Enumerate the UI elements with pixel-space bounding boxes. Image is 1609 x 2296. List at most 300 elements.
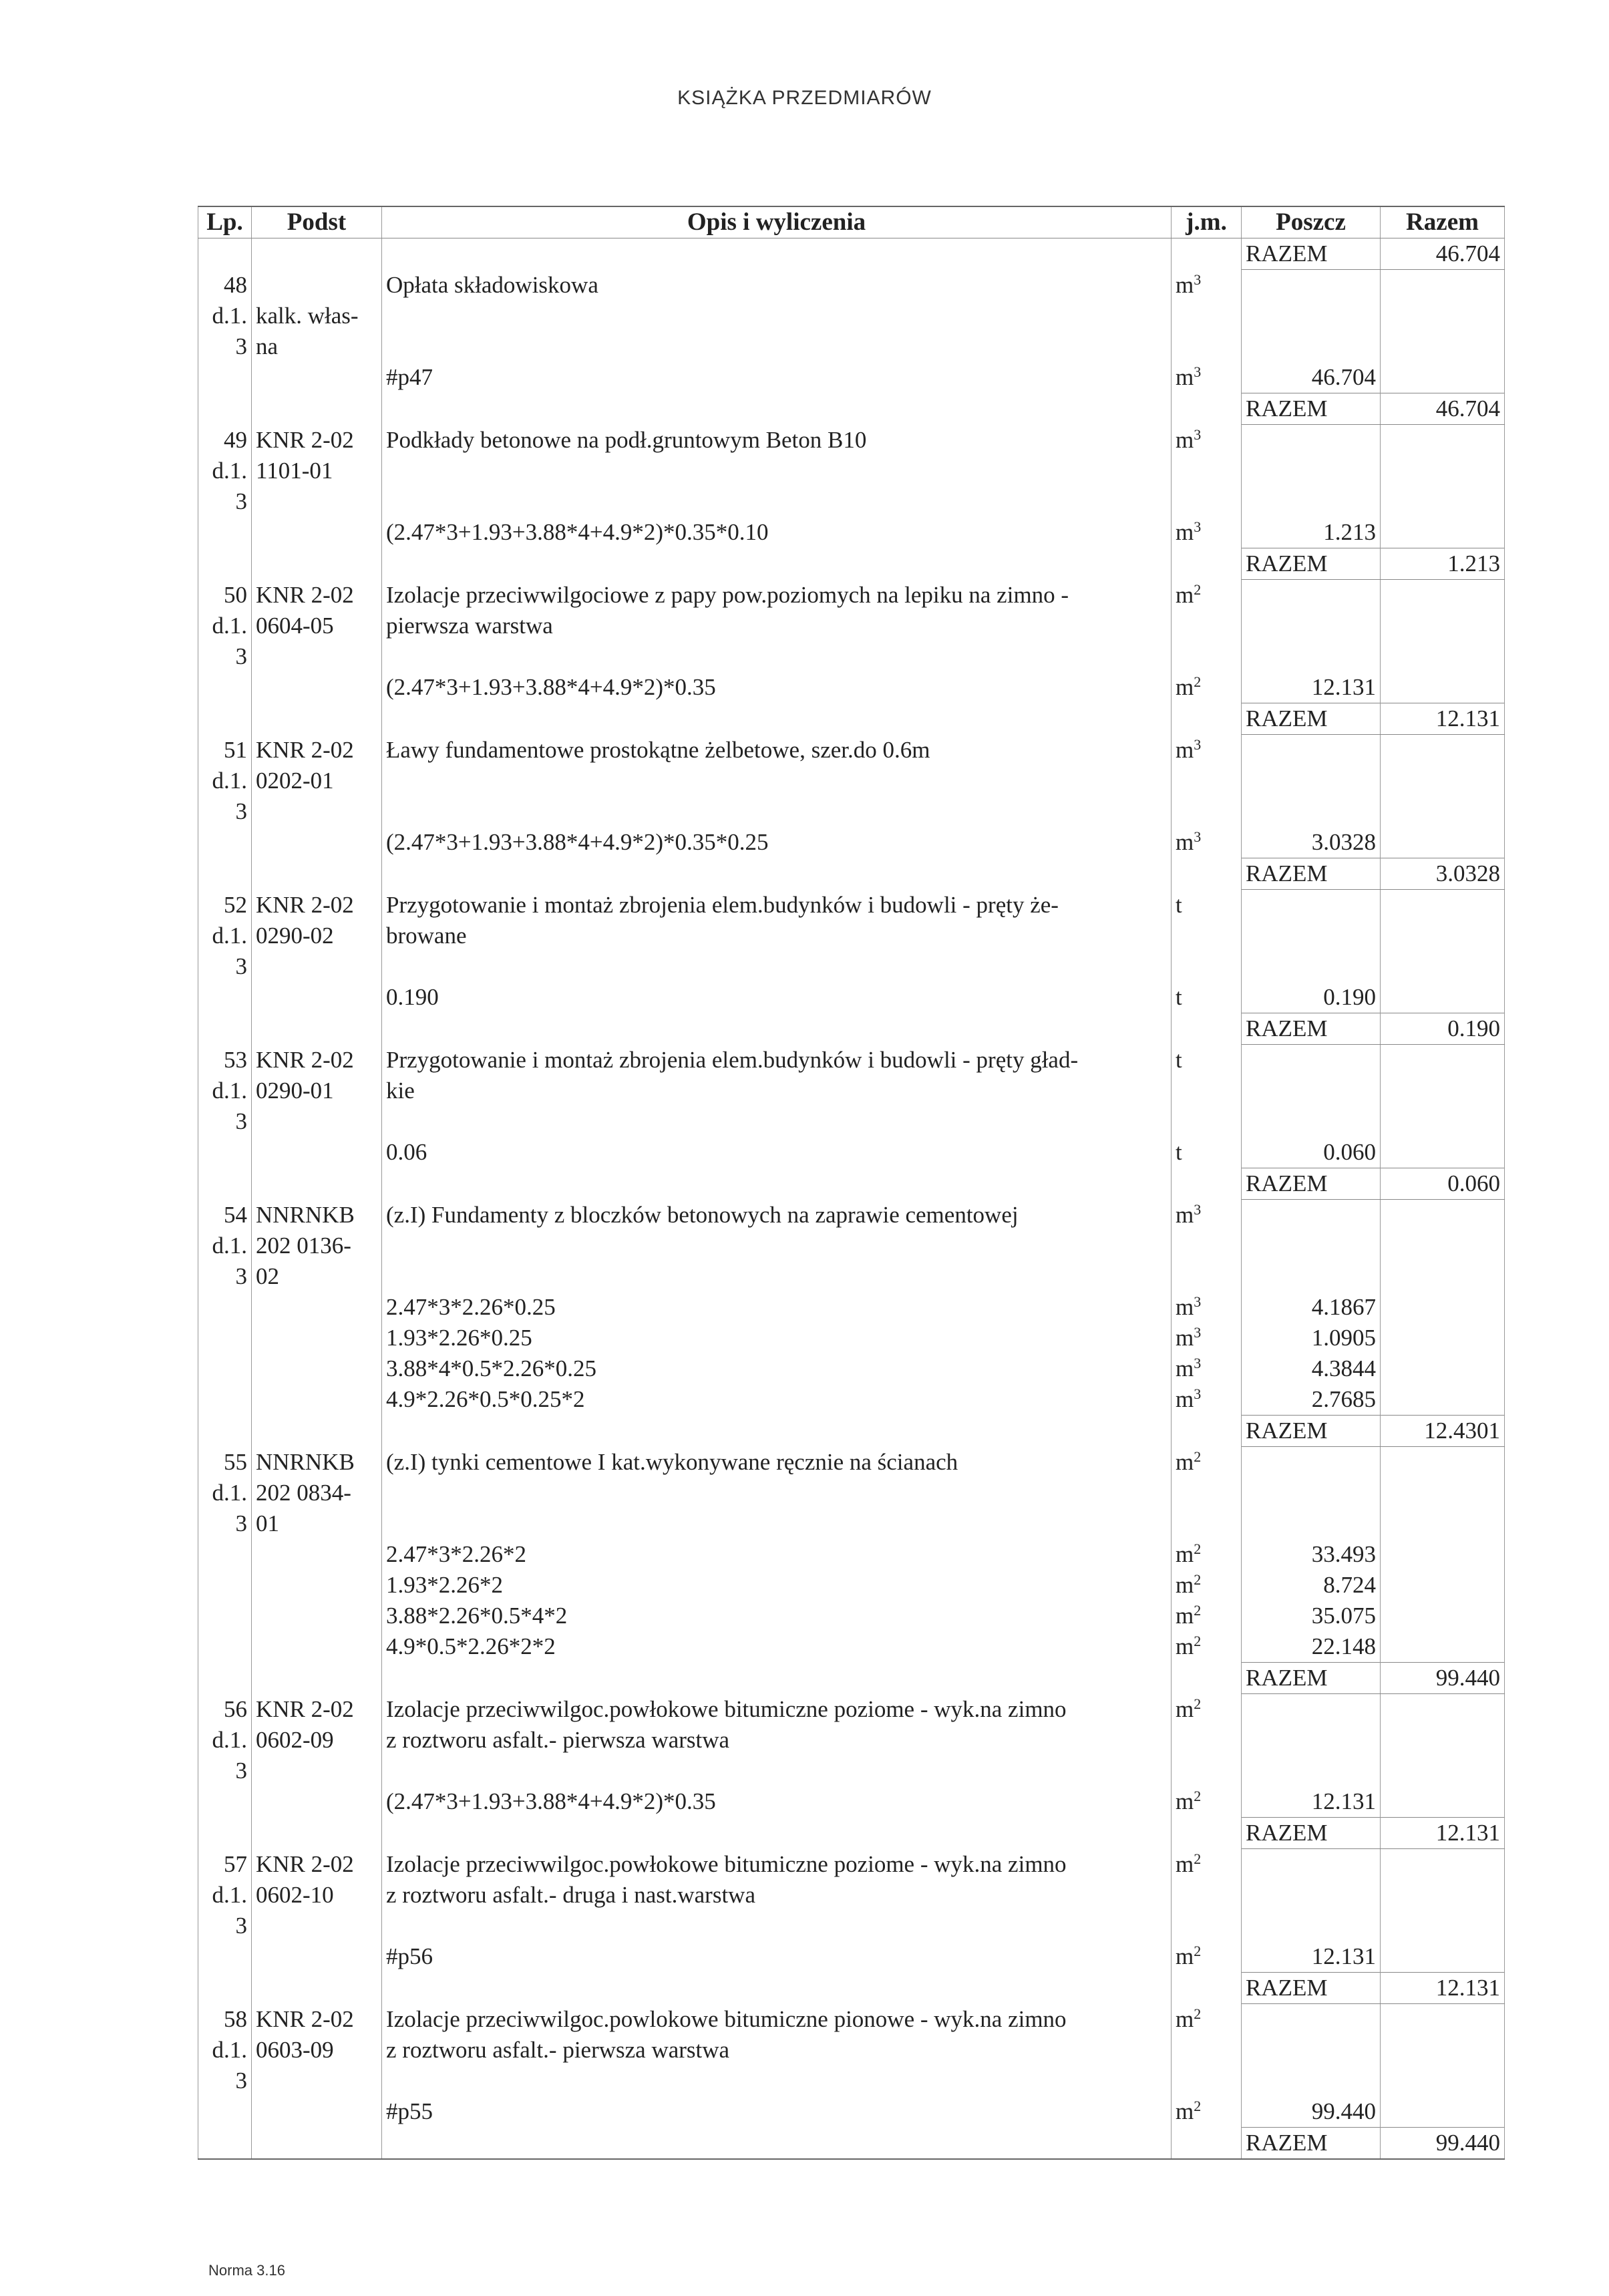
cell-lp	[198, 1323, 252, 1353]
cell-podst	[252, 1911, 382, 1941]
cell-jm	[1172, 921, 1242, 951]
cell-jm	[1172, 1353, 1242, 1384]
cell-razem	[1381, 796, 1505, 827]
footer-note: Norma 3.16	[208, 2262, 285, 2279]
cell-opis	[382, 238, 1172, 270]
cell-podst	[252, 951, 382, 982]
unit-text: m	[1176, 1633, 1194, 1659]
razem-row	[198, 1013, 1505, 1045]
item-row	[198, 1508, 1505, 1539]
unit-text: m	[1176, 519, 1194, 545]
cell-razem	[1381, 517, 1505, 548]
cell-razem	[1381, 1478, 1505, 1508]
poszcz-value: 4.1867	[1242, 1292, 1381, 1323]
cell-poszcz	[1242, 1911, 1381, 1941]
razem-row	[198, 393, 1505, 425]
cell-lp	[198, 238, 252, 270]
cell-razem	[1381, 270, 1505, 301]
cell-jm	[1172, 1539, 1242, 1570]
unit-exponent: 3	[1194, 363, 1202, 380]
item-row	[198, 1045, 1505, 1076]
cell-jm	[1172, 2096, 1242, 2128]
cell-jm	[1172, 362, 1242, 393]
cell-poszcz	[1242, 2004, 1381, 2035]
cell-opis	[382, 858, 1172, 890]
cell-razem	[1381, 1880, 1505, 1911]
cell-razem	[1381, 2035, 1505, 2066]
cell-opis: pierwsza warstwa	[382, 611, 1172, 641]
cell-poszcz	[1242, 331, 1381, 362]
cell-jm	[1172, 517, 1242, 548]
cell-razem	[1381, 1911, 1505, 1941]
calc-row	[198, 1570, 1505, 1601]
cell-jm	[1172, 766, 1242, 796]
calc-expression: #p56	[382, 1941, 1172, 1973]
razem-value: 12.131	[1381, 1973, 1505, 2004]
calc-expression: (2.47*3+1.93+3.88*4+4.9*2)*0.35*0.10	[382, 517, 1172, 548]
unit-text: t	[1176, 1139, 1182, 1165]
cell-opis	[382, 301, 1172, 331]
cell-jm	[1172, 2035, 1242, 2066]
column-header-opis: Opis i wyliczenia	[382, 206, 1172, 238]
cell-podst: 0604-05	[252, 611, 382, 641]
razem-row	[198, 1416, 1505, 1447]
cell-poszcz	[1242, 1849, 1381, 1880]
cell-razem	[1381, 425, 1505, 456]
poszcz-value: 12.131	[1242, 1786, 1381, 1818]
item-row	[198, 2035, 1505, 2066]
cell-jm	[1172, 1013, 1242, 1045]
cell-razem	[1381, 456, 1505, 486]
cell-poszcz	[1242, 1756, 1381, 1786]
cell-poszcz	[1242, 890, 1381, 921]
cell-lp	[198, 1416, 252, 1447]
cell-podst: 0602-10	[252, 1880, 382, 1911]
unit-text: m	[1176, 736, 1194, 763]
cell-jm	[1172, 1973, 1242, 2004]
cell-poszcz	[1242, 641, 1381, 672]
unit-exponent: 2	[1194, 1448, 1202, 1465]
cell-razem	[1381, 1570, 1505, 1601]
cell-lp: 3	[198, 1106, 252, 1137]
cell-podst: 01	[252, 1508, 382, 1539]
cell-lp: 51	[198, 735, 252, 766]
poszcz-value: 99.440	[1242, 2096, 1381, 2128]
item-row	[198, 1478, 1505, 1508]
cell-lp: d.1.	[198, 1880, 252, 1911]
cell-jm	[1172, 1601, 1242, 1631]
unit-text: m	[1176, 1325, 1194, 1351]
cell-jm	[1172, 1416, 1242, 1447]
cell-razem	[1381, 611, 1505, 641]
cell-razem	[1381, 1353, 1505, 1384]
item-row	[198, 1756, 1505, 1786]
unit-exponent: 3	[1194, 1200, 1202, 1218]
przedmiar-table	[198, 206, 1505, 2160]
cell-jm	[1172, 1508, 1242, 1539]
cell-podst	[252, 827, 382, 858]
cell-razem	[1381, 1447, 1505, 1478]
calc-row	[198, 362, 1505, 393]
cell-poszcz	[1242, 2066, 1381, 2096]
razem-label: RAZEM	[1242, 1416, 1381, 1447]
cell-podst	[252, 486, 382, 517]
razem-row	[198, 548, 1505, 580]
cell-razem	[1381, 2096, 1505, 2128]
cell-podst	[252, 1168, 382, 1200]
calc-row	[198, 1631, 1505, 1663]
cell-razem	[1381, 672, 1505, 703]
calc-expression: 1.93*2.26*0.25	[382, 1323, 1172, 1353]
cell-opis	[382, 548, 1172, 580]
cell-lp: 52	[198, 890, 252, 921]
cell-lp	[198, 548, 252, 580]
unit-exponent: 3	[1194, 426, 1202, 443]
cell-lp: 3	[198, 1508, 252, 1539]
cell-razem	[1381, 301, 1505, 331]
cell-lp	[198, 1292, 252, 1323]
cell-opis: z roztworu asfalt.- pierwsza warstwa	[382, 2035, 1172, 2066]
cell-razem	[1381, 1384, 1505, 1416]
unit-exponent: 2	[1194, 2098, 1202, 2114]
cell-opis	[382, 1416, 1172, 1447]
calc-expression: 1.93*2.26*2	[382, 1570, 1172, 1601]
razem-row	[198, 2128, 1505, 2160]
cell-razem	[1381, 827, 1505, 858]
razem-row	[198, 858, 1505, 890]
cell-razem	[1381, 1106, 1505, 1137]
cell-poszcz	[1242, 951, 1381, 982]
cell-opis	[382, 1231, 1172, 1261]
unit-text: m	[1176, 1850, 1194, 1877]
item-row	[198, 1694, 1505, 1726]
cell-podst: 1101-01	[252, 456, 382, 486]
cell-podst	[252, 1353, 382, 1384]
unit-text: m	[1176, 364, 1194, 390]
item-row	[198, 641, 1505, 672]
cell-razem	[1381, 362, 1505, 393]
cell-razem	[1381, 890, 1505, 921]
cell-jm	[1172, 331, 1242, 362]
item-row	[198, 425, 1505, 456]
razem-value: 46.704	[1381, 238, 1505, 270]
cell-poszcz	[1242, 1694, 1381, 1726]
item-row	[198, 270, 1505, 301]
cell-razem	[1381, 951, 1505, 982]
cell-razem	[1381, 921, 1505, 951]
cell-jm	[1172, 1725, 1242, 1756]
cell-lp: d.1.	[198, 611, 252, 641]
razem-value: 99.440	[1381, 2128, 1505, 2160]
item-row	[198, 2004, 1505, 2035]
cell-razem	[1381, 2004, 1505, 2035]
cell-podst: KNR 2-02	[252, 1849, 382, 1880]
razem-label: RAZEM	[1242, 703, 1381, 735]
cell-lp: 3	[198, 1756, 252, 1786]
cell-poszcz	[1242, 766, 1381, 796]
cell-opis	[382, 1013, 1172, 1045]
cell-opis	[382, 1508, 1172, 1539]
cell-podst	[252, 270, 382, 301]
cell-podst	[252, 1384, 382, 1416]
cell-poszcz	[1242, 1508, 1381, 1539]
cell-podst	[252, 1631, 382, 1663]
poszcz-value: 33.493	[1242, 1539, 1381, 1570]
cell-podst	[252, 393, 382, 425]
cell-jm	[1172, 858, 1242, 890]
column-header-lp: Lp.	[198, 206, 252, 238]
cell-podst	[252, 1323, 382, 1353]
cell-jm	[1172, 1200, 1242, 1231]
cell-razem	[1381, 1261, 1505, 1292]
item-row	[198, 1725, 1505, 1756]
cell-razem	[1381, 641, 1505, 672]
unit-text: m	[1176, 1294, 1194, 1320]
cell-lp	[198, 2096, 252, 2128]
cell-opis: Podkłady betonowe na podł.gruntowym Beton B10	[382, 425, 1172, 456]
cell-razem	[1381, 580, 1505, 611]
cell-podst: KNR 2-02	[252, 2004, 382, 2035]
cell-podst	[252, 517, 382, 548]
cell-opis: Izolacje przeciwwilgoc.powłokowe bitumiczne poziome - wyk.na zimno	[382, 1694, 1172, 1726]
cell-lp: d.1.	[198, 1231, 252, 1261]
cell-jm	[1172, 1849, 1242, 1880]
cell-lp: d.1.	[198, 301, 252, 331]
calc-row	[198, 1137, 1505, 1168]
cell-podst: NNRNKB	[252, 1447, 382, 1478]
cell-lp	[198, 703, 252, 735]
cell-jm	[1172, 1137, 1242, 1168]
cell-podst	[252, 1973, 382, 2004]
cell-opis	[382, 1261, 1172, 1292]
unit-exponent: 2	[1194, 1695, 1202, 1712]
razem-label: RAZEM	[1242, 393, 1381, 425]
calc-expression: 2.47*3*2.26*2	[382, 1539, 1172, 1570]
cell-podst	[252, 548, 382, 580]
item-row	[198, 951, 1505, 982]
cell-razem	[1381, 1323, 1505, 1353]
unit-text: m	[1176, 1943, 1194, 1969]
cell-jm	[1172, 580, 1242, 611]
cell-razem	[1381, 1694, 1505, 1726]
poszcz-value: 12.131	[1242, 1941, 1381, 1973]
cell-poszcz	[1242, 1076, 1381, 1106]
cell-lp	[198, 1384, 252, 1416]
cell-lp: 57	[198, 1849, 252, 1880]
cell-poszcz	[1242, 1231, 1381, 1261]
unit-text: t	[1176, 984, 1182, 1010]
calc-row	[198, 1786, 1505, 1818]
razem-row	[198, 1168, 1505, 1200]
cell-razem	[1381, 1756, 1505, 1786]
unit-exponent: 2	[1194, 1633, 1202, 1649]
item-row	[198, 1849, 1505, 1880]
cell-lp	[198, 362, 252, 393]
calc-expression: 3.88*2.26*0.5*4*2	[382, 1601, 1172, 1631]
calc-row	[198, 672, 1505, 703]
calc-expression: 4.9*0.5*2.26*2*2	[382, 1631, 1172, 1663]
unit-text: m	[1176, 581, 1194, 608]
cell-lp	[198, 982, 252, 1013]
cell-opis: Przygotowanie i montaż zbrojenia elem.budynków i budowli - pręty że-	[382, 890, 1172, 921]
item-row	[198, 1106, 1505, 1137]
cell-jm	[1172, 425, 1242, 456]
unit-exponent: 3	[1194, 828, 1202, 845]
page-title: KSIĄŻKA PRZEDMIARÓW	[677, 87, 932, 109]
item-row	[198, 1076, 1505, 1106]
unit-text: m	[1176, 426, 1194, 453]
item-row	[198, 735, 1505, 766]
cell-razem	[1381, 1725, 1505, 1756]
cell-podst: KNR 2-02	[252, 580, 382, 611]
cell-opis	[382, 1478, 1172, 1508]
poszcz-value: 8.724	[1242, 1570, 1381, 1601]
razem-label: RAZEM	[1242, 858, 1381, 890]
unit-text: t	[1176, 891, 1182, 918]
item-row	[198, 1261, 1505, 1292]
unit-exponent: 2	[1194, 1943, 1202, 1959]
cell-razem	[1381, 982, 1505, 1013]
cell-jm	[1172, 1045, 1242, 1076]
calc-row	[198, 827, 1505, 858]
cell-lp	[198, 672, 252, 703]
cell-opis	[382, 393, 1172, 425]
cell-jm	[1172, 2004, 1242, 2035]
cell-opis	[382, 703, 1172, 735]
cell-lp	[198, 2128, 252, 2160]
cell-lp: 3	[198, 486, 252, 517]
cell-podst: 0290-02	[252, 921, 382, 951]
cell-lp	[198, 1973, 252, 2004]
calc-row	[198, 1941, 1505, 1973]
item-row	[198, 1911, 1505, 1941]
cell-lp	[198, 858, 252, 890]
razem-value: 46.704	[1381, 393, 1505, 425]
cell-podst: KNR 2-02	[252, 1694, 382, 1726]
razem-label: RAZEM	[1242, 1663, 1381, 1694]
razem-value: 12.4301	[1381, 1416, 1505, 1447]
unit-text: m	[1176, 829, 1194, 855]
cell-lp	[198, 827, 252, 858]
cell-opis	[382, 641, 1172, 672]
unit-exponent: 2	[1194, 1602, 1202, 1619]
cell-podst	[252, 1786, 382, 1818]
calc-expression: (2.47*3+1.93+3.88*4+4.9*2)*0.35	[382, 672, 1172, 703]
unit-text: m	[1176, 2005, 1194, 2032]
item-row	[198, 486, 1505, 517]
razem-row	[198, 1973, 1505, 2004]
cell-opis	[382, 1663, 1172, 1694]
cell-podst: KNR 2-02	[252, 425, 382, 456]
cell-razem	[1381, 486, 1505, 517]
cell-lp: 58	[198, 2004, 252, 2035]
unit-text: m	[1176, 674, 1194, 700]
calc-row	[198, 1601, 1505, 1631]
cell-opis	[382, 331, 1172, 362]
cell-jm	[1172, 1941, 1242, 1973]
calc-row	[198, 982, 1505, 1013]
cell-opis	[382, 456, 1172, 486]
cell-jm	[1172, 1292, 1242, 1323]
unit-text: m	[1176, 1201, 1194, 1228]
cell-podst	[252, 672, 382, 703]
cell-lp: d.1.	[198, 1076, 252, 1106]
unit-text: m	[1176, 1788, 1194, 1814]
cell-jm	[1172, 2128, 1242, 2160]
cell-podst	[252, 641, 382, 672]
cell-poszcz	[1242, 735, 1381, 766]
cell-jm	[1172, 1447, 1242, 1478]
cell-podst: 0290-01	[252, 1076, 382, 1106]
cell-podst: KNR 2-02	[252, 735, 382, 766]
column-header-jm: j.m.	[1172, 206, 1242, 238]
cell-podst	[252, 1416, 382, 1447]
poszcz-value: 1.213	[1242, 517, 1381, 548]
cell-podst	[252, 1292, 382, 1323]
cell-jm	[1172, 1786, 1242, 1818]
cell-razem	[1381, 1200, 1505, 1231]
calc-row	[198, 517, 1505, 548]
item-row	[198, 890, 1505, 921]
poszcz-value: 3.0328	[1242, 827, 1381, 858]
cell-podst: 02	[252, 1261, 382, 1292]
cell-opis: Przygotowanie i montaż zbrojenia elem.budynków i budowli - pręty gład-	[382, 1045, 1172, 1076]
cell-jm	[1172, 1911, 1242, 1941]
razem-label: RAZEM	[1242, 2128, 1381, 2160]
cell-opis: z roztworu asfalt.- pierwsza warstwa	[382, 1725, 1172, 1756]
cell-razem	[1381, 766, 1505, 796]
cell-lp: 54	[198, 1200, 252, 1231]
cell-lp: 3	[198, 331, 252, 362]
unit-exponent: 3	[1194, 1324, 1202, 1341]
item-row	[198, 456, 1505, 486]
unit-exponent: 3	[1194, 1355, 1202, 1371]
unit-exponent: 2	[1194, 673, 1202, 690]
item-row	[198, 921, 1505, 951]
poszcz-value: 46.704	[1242, 362, 1381, 393]
cell-lp	[198, 1663, 252, 1694]
cell-opis: kie	[382, 1076, 1172, 1106]
cell-poszcz	[1242, 1106, 1381, 1137]
cell-poszcz	[1242, 1880, 1381, 1911]
cell-razem	[1381, 1941, 1505, 1973]
cell-podst	[252, 1941, 382, 1973]
cell-podst	[252, 1601, 382, 1631]
unit-exponent: 3	[1194, 518, 1202, 535]
calc-row	[198, 2096, 1505, 2128]
cell-lp	[198, 1539, 252, 1570]
cell-podst	[252, 2128, 382, 2160]
cell-jm	[1172, 982, 1242, 1013]
cell-jm	[1172, 393, 1242, 425]
cell-razem	[1381, 1231, 1505, 1261]
calc-row	[198, 1539, 1505, 1570]
poszcz-value: 35.075	[1242, 1601, 1381, 1631]
cell-jm	[1172, 796, 1242, 827]
cell-podst	[252, 362, 382, 393]
cell-razem	[1381, 1631, 1505, 1663]
cell-lp: 3	[198, 1911, 252, 1941]
cell-opis: (z.I) tynki cementowe I kat.wykonywane ręcznie na ścianach	[382, 1447, 1172, 1478]
cell-jm	[1172, 1663, 1242, 1694]
calc-expression: 2.47*3*2.26*0.25	[382, 1292, 1172, 1323]
poszcz-value: 2.7685	[1242, 1384, 1381, 1416]
cell-opis	[382, 1911, 1172, 1941]
poszcz-value: 0.060	[1242, 1137, 1381, 1168]
cell-poszcz	[1242, 1725, 1381, 1756]
poszcz-value: 1.0905	[1242, 1323, 1381, 1353]
cell-jm	[1172, 703, 1242, 735]
